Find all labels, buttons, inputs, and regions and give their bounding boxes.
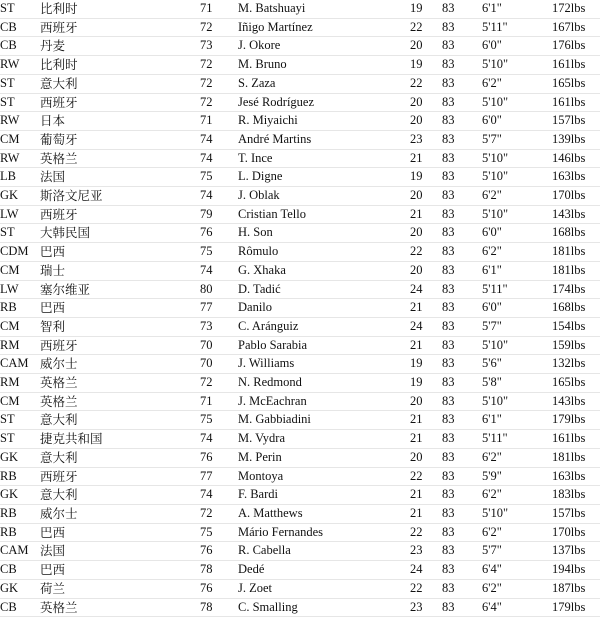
position-cell: RB xyxy=(0,467,40,486)
height-cell: 5'11" xyxy=(482,280,552,299)
player-name-cell: J. Williams xyxy=(238,355,410,374)
height-cell: 5'7" xyxy=(482,317,552,336)
table-row xyxy=(0,561,600,580)
height-cell: 5'10" xyxy=(482,93,552,112)
position-cell: GK xyxy=(0,187,40,206)
overall-rating-cell: 76 xyxy=(200,448,238,467)
overall-rating-cell: 72 xyxy=(200,93,238,112)
weight-cell: 146lbs xyxy=(552,149,600,168)
nation-cell: 意大利 xyxy=(40,411,200,430)
weight-cell: 154lbs xyxy=(552,317,600,336)
player-name-cell: G. Xhaka xyxy=(238,261,410,280)
player-name-cell: T. Ince xyxy=(238,149,410,168)
potential-rating-cell: 83 xyxy=(442,374,482,393)
height-cell: 6'0" xyxy=(482,224,552,243)
potential-rating-cell: 83 xyxy=(442,392,482,411)
nation-cell: 意大利 xyxy=(40,486,200,505)
position-cell: RW xyxy=(0,112,40,131)
age-cell: 22 xyxy=(410,74,442,93)
table-row xyxy=(0,336,600,355)
player-name-cell: J. Okore xyxy=(238,37,410,56)
overall-rating-cell: 74 xyxy=(200,430,238,449)
nation-cell: 威尔士 xyxy=(40,355,200,374)
weight-cell: 139lbs xyxy=(552,130,600,149)
table-row xyxy=(0,448,600,467)
nation-cell: 英格兰 xyxy=(40,149,200,168)
age-cell: 20 xyxy=(410,224,442,243)
table-row xyxy=(0,411,600,430)
nation-cell: 捷克共和国 xyxy=(40,430,200,449)
weight-cell: 176lbs xyxy=(552,37,600,56)
table-row xyxy=(0,467,600,486)
player-name-cell: M. Gabbiadini xyxy=(238,411,410,430)
position-cell: LW xyxy=(0,205,40,224)
age-cell: 22 xyxy=(410,523,442,542)
nation-cell: 葡萄牙 xyxy=(40,130,200,149)
weight-cell: 132lbs xyxy=(552,355,600,374)
player-name-cell: C. Aránguiz xyxy=(238,317,410,336)
height-cell: 6'0" xyxy=(482,112,552,131)
position-cell: RM xyxy=(0,374,40,393)
height-cell: 5'10" xyxy=(482,56,552,75)
age-cell: 19 xyxy=(410,355,442,374)
weight-cell: 143lbs xyxy=(552,392,600,411)
table-row xyxy=(0,112,600,131)
player-name-cell: Dedé xyxy=(238,561,410,580)
nation-cell: 意大利 xyxy=(40,448,200,467)
potential-rating-cell: 83 xyxy=(442,56,482,75)
player-name-cell: André Martins xyxy=(238,130,410,149)
position-cell: GK xyxy=(0,486,40,505)
weight-cell: 163lbs xyxy=(552,168,600,187)
height-cell: 6'2" xyxy=(482,74,552,93)
player-name-cell: C. Smalling xyxy=(238,598,410,617)
position-cell: RB xyxy=(0,523,40,542)
overall-rating-cell: 71 xyxy=(200,112,238,131)
height-cell: 5'7" xyxy=(482,542,552,561)
overall-rating-cell: 72 xyxy=(200,18,238,37)
potential-rating-cell: 83 xyxy=(442,355,482,374)
overall-rating-cell: 78 xyxy=(200,561,238,580)
age-cell: 19 xyxy=(410,374,442,393)
player-name-cell: Jesé Rodríguez xyxy=(238,93,410,112)
table-row xyxy=(0,317,600,336)
height-cell: 6'2" xyxy=(482,187,552,206)
overall-rating-cell: 74 xyxy=(200,261,238,280)
player-name-cell: Danilo xyxy=(238,299,410,318)
age-cell: 20 xyxy=(410,93,442,112)
player-name-cell: Cristian Tello xyxy=(238,205,410,224)
nation-cell: 塞尔维亚 xyxy=(40,280,200,299)
position-cell: RB xyxy=(0,299,40,318)
nation-cell: 丹麦 xyxy=(40,37,200,56)
overall-rating-cell: 79 xyxy=(200,205,238,224)
player-name-cell: S. Zaza xyxy=(238,74,410,93)
nation-cell: 智利 xyxy=(40,317,200,336)
age-cell: 20 xyxy=(410,187,442,206)
table-row xyxy=(0,299,600,318)
age-cell: 20 xyxy=(410,37,442,56)
age-cell: 21 xyxy=(410,486,442,505)
potential-rating-cell: 83 xyxy=(442,486,482,505)
overall-rating-cell: 75 xyxy=(200,243,238,262)
potential-rating-cell: 83 xyxy=(442,598,482,617)
overall-rating-cell: 75 xyxy=(200,523,238,542)
nation-cell: 荷兰 xyxy=(40,579,200,598)
weight-cell: 157lbs xyxy=(552,112,600,131)
potential-rating-cell: 83 xyxy=(442,430,482,449)
overall-rating-cell: 80 xyxy=(200,280,238,299)
nation-cell: 巴西 xyxy=(40,561,200,580)
overall-rating-cell: 75 xyxy=(200,411,238,430)
height-cell: 6'2" xyxy=(482,579,552,598)
weight-cell: 161lbs xyxy=(552,56,600,75)
position-cell: GK xyxy=(0,579,40,598)
position-cell: RB xyxy=(0,504,40,523)
nation-cell: 英格兰 xyxy=(40,598,200,617)
player-name-cell: M. Vydra xyxy=(238,430,410,449)
overall-rating-cell: 73 xyxy=(200,317,238,336)
weight-cell: 181lbs xyxy=(552,448,600,467)
age-cell: 21 xyxy=(410,336,442,355)
age-cell: 20 xyxy=(410,392,442,411)
weight-cell: 194lbs xyxy=(552,561,600,580)
height-cell: 5'10" xyxy=(482,168,552,187)
table-row xyxy=(0,355,600,374)
age-cell: 22 xyxy=(410,243,442,262)
table-row xyxy=(0,168,600,187)
player-name-cell: Mário Fernandes xyxy=(238,523,410,542)
age-cell: 21 xyxy=(410,205,442,224)
player-name-cell: Montoya xyxy=(238,467,410,486)
potential-rating-cell: 83 xyxy=(442,187,482,206)
table-row xyxy=(0,93,600,112)
player-name-cell: M. Bruno xyxy=(238,56,410,75)
age-cell: 23 xyxy=(410,130,442,149)
weight-cell: 168lbs xyxy=(552,299,600,318)
nation-cell: 巴西 xyxy=(40,299,200,318)
table-row xyxy=(0,430,600,449)
age-cell: 19 xyxy=(410,56,442,75)
weight-cell: 161lbs xyxy=(552,430,600,449)
height-cell: 6'1" xyxy=(482,411,552,430)
position-cell: CAM xyxy=(0,542,40,561)
player-name-cell: Rômulo xyxy=(238,243,410,262)
position-cell: ST xyxy=(0,0,40,18)
height-cell: 5'8" xyxy=(482,374,552,393)
overall-rating-cell: 76 xyxy=(200,579,238,598)
table-row xyxy=(0,37,600,56)
nation-cell: 斯洛文尼亚 xyxy=(40,187,200,206)
player-name-cell: R. Miyaichi xyxy=(238,112,410,131)
potential-rating-cell: 83 xyxy=(442,0,482,18)
age-cell: 24 xyxy=(410,317,442,336)
table-row xyxy=(0,523,600,542)
position-cell: CB xyxy=(0,37,40,56)
age-cell: 21 xyxy=(410,299,442,318)
position-cell: CB xyxy=(0,598,40,617)
height-cell: 6'2" xyxy=(482,523,552,542)
table-row xyxy=(0,280,600,299)
position-cell: ST xyxy=(0,93,40,112)
height-cell: 6'4" xyxy=(482,598,552,617)
potential-rating-cell: 83 xyxy=(442,299,482,318)
potential-rating-cell: 83 xyxy=(442,542,482,561)
age-cell: 21 xyxy=(410,149,442,168)
nation-cell: 法国 xyxy=(40,542,200,561)
height-cell: 6'2" xyxy=(482,448,552,467)
nation-cell: 法国 xyxy=(40,168,200,187)
player-name-cell: M. Batshuayi xyxy=(238,0,410,18)
age-cell: 21 xyxy=(410,411,442,430)
nation-cell: 西班牙 xyxy=(40,336,200,355)
position-cell: CDM xyxy=(0,243,40,262)
overall-rating-cell: 76 xyxy=(200,542,238,561)
weight-cell: 183lbs xyxy=(552,486,600,505)
age-cell: 22 xyxy=(410,579,442,598)
weight-cell: 181lbs xyxy=(552,261,600,280)
player-name-cell: M. Perin xyxy=(238,448,410,467)
position-cell: GK xyxy=(0,448,40,467)
table-row xyxy=(0,598,600,617)
nation-cell: 英格兰 xyxy=(40,392,200,411)
player-name-cell: J. McEachran xyxy=(238,392,410,411)
height-cell: 6'1" xyxy=(482,0,552,18)
potential-rating-cell: 83 xyxy=(442,261,482,280)
nation-cell: 意大利 xyxy=(40,74,200,93)
player-name-cell: N. Redmond xyxy=(238,374,410,393)
player-name-cell: A. Matthews xyxy=(238,504,410,523)
nation-cell: 西班牙 xyxy=(40,18,200,37)
weight-cell: 187lbs xyxy=(552,579,600,598)
table-row xyxy=(0,374,600,393)
potential-rating-cell: 83 xyxy=(442,112,482,131)
weight-cell: 157lbs xyxy=(552,504,600,523)
table-row xyxy=(0,130,600,149)
weight-cell: 137lbs xyxy=(552,542,600,561)
potential-rating-cell: 83 xyxy=(442,504,482,523)
nation-cell: 大韩民国 xyxy=(40,224,200,243)
potential-rating-cell: 83 xyxy=(442,467,482,486)
weight-cell: 168lbs xyxy=(552,224,600,243)
player-name-cell: R. Cabella xyxy=(238,542,410,561)
age-cell: 24 xyxy=(410,280,442,299)
position-cell: RM xyxy=(0,336,40,355)
height-cell: 5'6" xyxy=(482,355,552,374)
weight-cell: 165lbs xyxy=(552,74,600,93)
age-cell: 20 xyxy=(410,112,442,131)
age-cell: 20 xyxy=(410,261,442,280)
overall-rating-cell: 75 xyxy=(200,168,238,187)
position-cell: CM xyxy=(0,261,40,280)
table-row xyxy=(0,0,600,18)
table-row xyxy=(0,243,600,262)
potential-rating-cell: 83 xyxy=(442,149,482,168)
table-row xyxy=(0,261,600,280)
position-cell: CM xyxy=(0,130,40,149)
potential-rating-cell: 83 xyxy=(442,579,482,598)
overall-rating-cell: 73 xyxy=(200,37,238,56)
age-cell: 21 xyxy=(410,504,442,523)
age-cell: 19 xyxy=(410,168,442,187)
weight-cell: 179lbs xyxy=(552,598,600,617)
potential-rating-cell: 83 xyxy=(442,168,482,187)
height-cell: 5'9" xyxy=(482,467,552,486)
weight-cell: 161lbs xyxy=(552,93,600,112)
player-name-cell: Iñigo Martínez xyxy=(238,18,410,37)
age-cell: 24 xyxy=(410,561,442,580)
table-row xyxy=(0,74,600,93)
potential-rating-cell: 83 xyxy=(442,224,482,243)
table-row xyxy=(0,56,600,75)
potential-rating-cell: 83 xyxy=(442,37,482,56)
potential-rating-cell: 83 xyxy=(442,411,482,430)
height-cell: 6'0" xyxy=(482,37,552,56)
age-cell: 21 xyxy=(410,430,442,449)
weight-cell: 179lbs xyxy=(552,411,600,430)
height-cell: 6'1" xyxy=(482,261,552,280)
overall-rating-cell: 70 xyxy=(200,336,238,355)
weight-cell: 143lbs xyxy=(552,205,600,224)
potential-rating-cell: 83 xyxy=(442,448,482,467)
potential-rating-cell: 83 xyxy=(442,205,482,224)
potential-rating-cell: 83 xyxy=(442,280,482,299)
position-cell: CM xyxy=(0,317,40,336)
overall-rating-cell: 72 xyxy=(200,374,238,393)
height-cell: 5'10" xyxy=(482,504,552,523)
position-cell: CB xyxy=(0,561,40,580)
nation-cell: 西班牙 xyxy=(40,467,200,486)
position-cell: ST xyxy=(0,224,40,243)
nation-cell: 比利时 xyxy=(40,56,200,75)
player-name-cell: F. Bardi xyxy=(238,486,410,505)
weight-cell: 163lbs xyxy=(552,467,600,486)
nation-cell: 西班牙 xyxy=(40,93,200,112)
weight-cell: 165lbs xyxy=(552,374,600,393)
player-name-cell: L. Digne xyxy=(238,168,410,187)
height-cell: 5'11" xyxy=(482,430,552,449)
weight-cell: 170lbs xyxy=(552,187,600,206)
player-name-cell: Pablo Sarabia xyxy=(238,336,410,355)
height-cell: 5'10" xyxy=(482,392,552,411)
weight-cell: 181lbs xyxy=(552,243,600,262)
height-cell: 5'10" xyxy=(482,205,552,224)
potential-rating-cell: 83 xyxy=(442,18,482,37)
potential-rating-cell: 83 xyxy=(442,317,482,336)
overall-rating-cell: 77 xyxy=(200,467,238,486)
height-cell: 6'2" xyxy=(482,486,552,505)
table-row xyxy=(0,504,600,523)
position-cell: CM xyxy=(0,392,40,411)
position-cell: CAM xyxy=(0,355,40,374)
potential-rating-cell: 83 xyxy=(442,93,482,112)
height-cell: 6'4" xyxy=(482,561,552,580)
player-name-cell: D. Tadić xyxy=(238,280,410,299)
overall-rating-cell: 72 xyxy=(200,74,238,93)
table-row xyxy=(0,579,600,598)
position-cell: RW xyxy=(0,56,40,75)
nation-cell: 比利时 xyxy=(40,0,200,18)
nation-cell: 巴西 xyxy=(40,243,200,262)
position-cell: CB xyxy=(0,18,40,37)
table-row xyxy=(0,18,600,37)
age-cell: 22 xyxy=(410,18,442,37)
overall-rating-cell: 71 xyxy=(200,392,238,411)
position-cell: LB xyxy=(0,168,40,187)
overall-rating-cell: 74 xyxy=(200,187,238,206)
position-cell: RW xyxy=(0,149,40,168)
weight-cell: 172lbs xyxy=(552,0,600,18)
position-cell: ST xyxy=(0,74,40,93)
nation-cell: 英格兰 xyxy=(40,374,200,393)
weight-cell: 167lbs xyxy=(552,18,600,37)
overall-rating-cell: 70 xyxy=(200,355,238,374)
potential-rating-cell: 83 xyxy=(442,336,482,355)
age-cell: 20 xyxy=(410,448,442,467)
weight-cell: 170lbs xyxy=(552,523,600,542)
age-cell: 23 xyxy=(410,598,442,617)
player-name-cell: J. Oblak xyxy=(238,187,410,206)
height-cell: 5'10" xyxy=(482,149,552,168)
overall-rating-cell: 74 xyxy=(200,486,238,505)
position-cell: ST xyxy=(0,411,40,430)
height-cell: 6'2" xyxy=(482,243,552,262)
overall-rating-cell: 74 xyxy=(200,130,238,149)
table-row xyxy=(0,149,600,168)
nation-cell: 巴西 xyxy=(40,523,200,542)
overall-rating-cell: 76 xyxy=(200,224,238,243)
potential-rating-cell: 83 xyxy=(442,561,482,580)
table-row xyxy=(0,542,600,561)
position-cell: ST xyxy=(0,430,40,449)
height-cell: 5'7" xyxy=(482,130,552,149)
age-cell: 23 xyxy=(410,542,442,561)
table-row xyxy=(0,392,600,411)
table-row xyxy=(0,187,600,206)
potential-rating-cell: 83 xyxy=(442,74,482,93)
player-name-cell: J. Zoet xyxy=(238,579,410,598)
potential-rating-cell: 83 xyxy=(442,243,482,262)
position-cell: LW xyxy=(0,280,40,299)
weight-cell: 174lbs xyxy=(552,280,600,299)
potential-rating-cell: 83 xyxy=(442,130,482,149)
height-cell: 5'10" xyxy=(482,336,552,355)
overall-rating-cell: 72 xyxy=(200,504,238,523)
overall-rating-cell: 72 xyxy=(200,56,238,75)
height-cell: 5'11" xyxy=(482,18,552,37)
nation-cell: 日本 xyxy=(40,112,200,131)
nation-cell: 威尔士 xyxy=(40,504,200,523)
age-cell: 19 xyxy=(410,0,442,18)
nation-cell: 瑞士 xyxy=(40,261,200,280)
potential-rating-cell: 83 xyxy=(442,523,482,542)
nation-cell: 西班牙 xyxy=(40,205,200,224)
table-row xyxy=(0,205,600,224)
weight-cell: 159lbs xyxy=(552,336,600,355)
overall-rating-cell: 77 xyxy=(200,299,238,318)
table-row xyxy=(0,486,600,505)
overall-rating-cell: 71 xyxy=(200,0,238,18)
overall-rating-cell: 74 xyxy=(200,149,238,168)
player-name-cell: H. Son xyxy=(238,224,410,243)
height-cell: 6'0" xyxy=(482,299,552,318)
overall-rating-cell: 78 xyxy=(200,598,238,617)
age-cell: 22 xyxy=(410,467,442,486)
table-row xyxy=(0,224,600,243)
